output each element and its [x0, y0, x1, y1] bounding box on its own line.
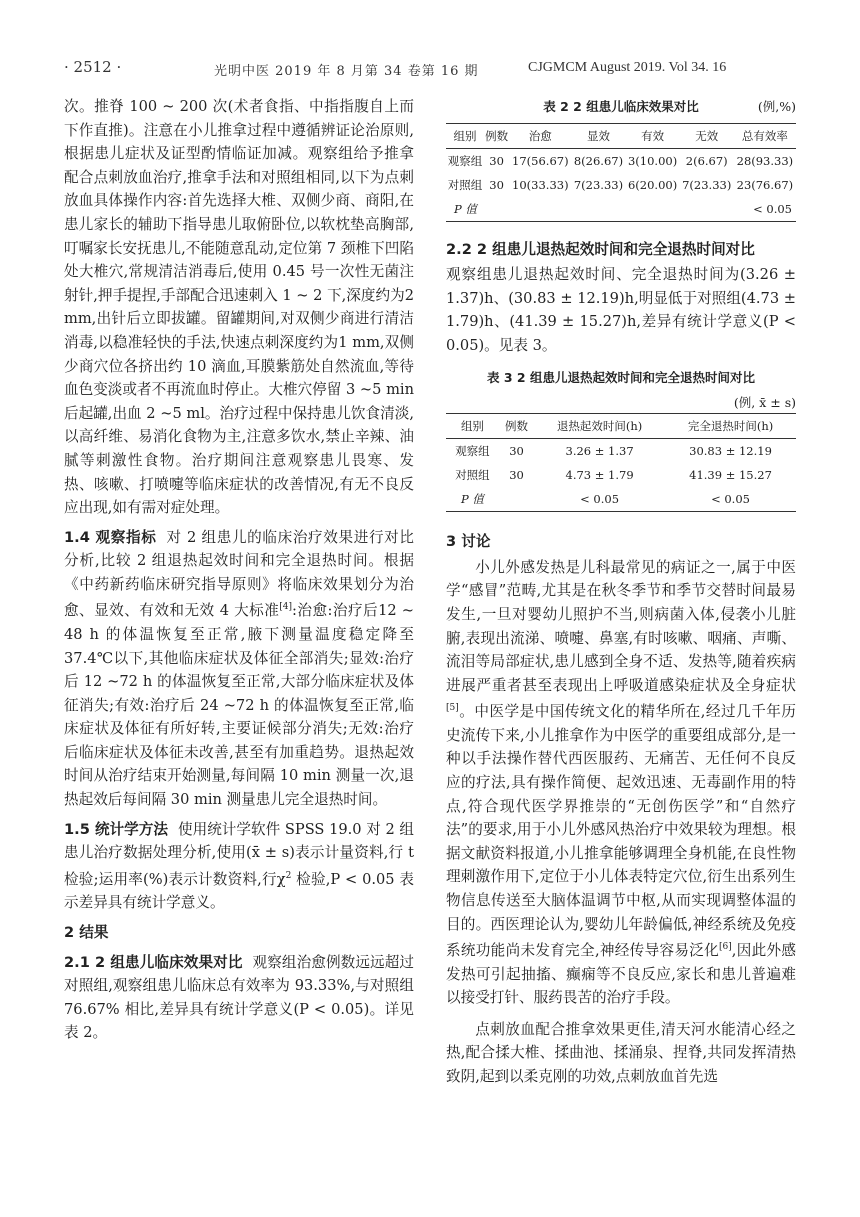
- section-1-4-text-a: 对 2 组患儿的临床治疗效果进行对比分析,比较 2 组退热起效时间和完全退热时间。根据《中药新药临床研究指导原则》将临床效果划分为治愈、显效、有效和无效 4 大标准: [64, 528, 414, 620]
- table-cell: P 值: [446, 197, 484, 222]
- table-header-cell: 无效: [680, 123, 734, 148]
- section-1-5-text-a: 使用统计学软件 SPSS 19.0 对 2 组患儿治疗数据处理分析,使用(x̄ ± s)表示计量资料,行 t 检验;运用率(%)表示计数资料,行χ: [64, 820, 415, 888]
- table-cell: 2(6.67): [685, 153, 728, 168]
- section-1-5-text-b: 检验,P < 0.05 表示差异具有统计学意义。: [64, 870, 414, 912]
- section-2-2-text: 观察组患儿退热起效时间、完全退热时间为(3.26 ± 1.37)h、(30.83 ± 12.19)h,明显低于对照组(4.73 ± 1.79)h、(41.39 ± 15.27)h,差异有统计学意义(P < 0.05)。见表 3。: [446, 266, 796, 354]
- table-3-caption: [446, 366, 796, 390]
- chi-square-superscript: 2: [285, 870, 292, 881]
- table-3-title: 表 3 2 组患儿退热起效时间和完全退热时间对比: [487, 369, 755, 385]
- table-cell: 30: [509, 444, 524, 459]
- table-cell: 对照组: [447, 177, 483, 192]
- table-2-title: 表 2 2 组患儿临床效果对比: [543, 99, 699, 114]
- running-header: [64, 58, 796, 82]
- table-cell: 7(23.33): [682, 177, 732, 192]
- table-2-caption: [446, 95, 796, 119]
- table-cell: P 值: [446, 487, 499, 512]
- table-header-cell: 退热起效时间(h): [534, 414, 665, 439]
- table-cell: 观察组: [447, 153, 483, 168]
- table-row: [446, 439, 796, 464]
- table-header-cell: 例数: [484, 123, 509, 148]
- table-cell: 30: [489, 153, 504, 168]
- section-2-1-text: 观察组治愈例数远远超过对照组,观察组患儿临床总有效率为 93.33%,与对照组 76.67% 相比,差异具有统计学意义(P < 0.05)。详见表 2。: [64, 953, 414, 1042]
- table-header-cell: 有效: [626, 123, 680, 148]
- table-2: [446, 123, 796, 222]
- table-cell: 30: [509, 468, 524, 483]
- section-1-4-heading: 1.4 观察指标: [64, 528, 157, 546]
- section-3-heading: 3 讨论: [446, 533, 491, 551]
- table-row: [446, 463, 796, 487]
- table-cell: < 0.05: [680, 197, 796, 222]
- table-row-p-value: [446, 487, 796, 512]
- table-cell: 7(23.33): [573, 177, 624, 192]
- table-cell: 10(33.33): [512, 177, 569, 192]
- table-cell: < 0.05: [534, 487, 665, 512]
- table-header-cell: 总有效率: [734, 123, 796, 148]
- table-2-unit: (例,%): [757, 99, 796, 114]
- discussion-text-b: 。中医学是中国传统文化的精华所在,经过几千年历史流传下来,小儿推拿作为中医学的重要组成部分,是一种以手法操作替代西医服药、无痛苦、无任何不良反应的疗法,具有操作简便、起效迅速、无毒副作用的特点,符合现代医学界推崇的“无创伤医学”和“自然疗法”的要求,用于小儿外感风热治疗中效果较为理想。根据文献资料报道,小儿推拿能够调理全身机能,在良性物理刺激作用下,定位于小儿体表特定穴位,衍生出系列生物信息传送至大脑体温调节中枢,从而实现调整体温的目的。西医理论认为,婴幼儿年龄偏低,神经系统及免疫系统功能尚未发育完全,神经传导容易泛化: [446, 703, 796, 959]
- table-cell: 6(20.00): [627, 177, 678, 192]
- table-cell: 30.83 ± 12.19: [689, 444, 772, 459]
- table-cell: 23(76.67): [736, 177, 794, 192]
- table-header-cell: 完全退热时间(h): [665, 414, 796, 439]
- table-row-p-value: [446, 197, 796, 222]
- section-1-4-text-b: :治愈:治疗后12 ~ 48 h 的体温恢复至正常,腋下测量温度稳定降至 37.4℃以下,其他临床症状及体征全部消失;显效:治疗后 12 ~72 h 的体温恢复至正常,大部分临床症状及体征消失;有效:治疗后 24 ~72 h 的体温恢复至正常,临床症状及体征有所好转,主要证候部分消失;无效:治疗后临床症状及体征未改善,甚至有加重趋势。退热起效时间从治疗结束开始测量,每间隔 10 min 测量一次,退热起效后每间隔 30 min 测量患儿完全退热时间。: [64, 602, 414, 809]
- discussion-text-a: 小儿外感发热是儿科最常见的病证之一,属于中医学“感冒”范畴,尤其是在秋冬季节和季节交替时间最易发生,一旦对婴幼儿照护不当,则病菌入体,侵袭小儿脏腑,表现出流涕、喷嚏、鼻塞,有时咳嗽、咽痛、声嘶、流泪等局部症状,患儿感到全身不适、发热等,随着疾病进展严重者甚至表现出上呼吸道感染症状及全身症状: [446, 558, 796, 694]
- table-cell: 4.73 ± 1.79: [565, 468, 634, 483]
- table-cell: 30: [489, 177, 504, 192]
- table-cell: 观察组: [455, 444, 490, 459]
- table-header-cell: 显效: [571, 123, 625, 148]
- section-1-4: [64, 526, 414, 812]
- table-cell: 3.26 ± 1.37: [565, 444, 634, 459]
- page-number: · 2512 ·: [64, 58, 122, 76]
- table-cell: 28(93.33): [736, 153, 794, 168]
- table-header-cell: 例数: [499, 414, 534, 439]
- table-row: [446, 148, 796, 173]
- discussion-paragraph-2: 点刺放血配合推拿效果更佳,清天河水能清心经之热,配合揉大椎、揉曲池、揉涌泉、捏脊,共同发挥清热致阴,起到以柔克刚的功效,点刺放血首先选: [446, 1020, 796, 1085]
- table-cell: 3(10.00): [627, 153, 678, 168]
- section-2-1: [64, 951, 414, 1045]
- section-2-1-heading: 2.1 2 组患儿临床效果对比: [64, 953, 243, 971]
- citation-6: [6]: [719, 942, 732, 953]
- section-1-5-heading: 1.5 统计学方法: [64, 820, 168, 838]
- citation-5: [5]: [446, 703, 459, 714]
- journal-title-cn: 光明中医 2019 年 8 月第 34 卷第 16 期: [214, 64, 479, 79]
- section-2-2-heading: 2.2 2 组患儿退热起效时间和完全退热时间对比: [446, 240, 755, 258]
- right-column: [446, 95, 796, 1089]
- table-cell: < 0.05: [665, 487, 796, 512]
- citation-4: [4]: [279, 602, 293, 613]
- table-cell: 8(26.67): [573, 153, 624, 168]
- table-cell: 41.39 ± 15.27: [689, 468, 772, 483]
- discussion-text-c: ,因此外感发热可引起抽搐、癫痫等不良反应,家长和患儿普遍难以接受打针、服药畏苦的治疗手段。: [446, 941, 797, 1007]
- table-row: [446, 173, 796, 197]
- left-column: [64, 95, 414, 1047]
- table-header-cell: 组别: [446, 123, 484, 148]
- journal-title-en: CJGMCM August 2019. Vol 34. 16: [528, 60, 727, 75]
- section-2-heading: 2 结果: [64, 923, 109, 941]
- table-3-unit: (例, x̄ ± s): [733, 395, 796, 411]
- paragraph-methods-continued: 次。推脊 100 ~ 200 次(术者食指、中指指腹自上而下作直推)。注意在小儿推拿过程中遵循辨证论治原则,根据患儿症状及证型酌情临证加减。观察组给予推拿配合点刺放血治疗,推拿手法和对照组相同,以下为点刺放血具体操作内容:首先选择大椎、双侧少商、商阳,在患儿家长的辅助下指导患儿取俯卧位,以软枕垫高胸部,叮嘱家长安抚患儿,不能随意乱动,定位第 7 颈椎下凹陷处大椎穴,常规清洁消毒后,使用 0.45 号一次性无菌注射针,押手提捏,手部配合迅速刺入 1 ~ 2 下,深度约为2 mm,出针后立即拔罐。留罐期间,对双侧少商进行清洁消毒,以稳准轻快的手法,快速点刺深度约为1 mm,双侧少商穴位各挤出约 10 滴血,耳膜紫筋处自然流血,等待血色变淡或者不再流血时停止。大椎穴停留 3 ~5 min 后起罐,出血 2 ~5 ml。治疗过程中保持患儿饮食清淡,以高纤维、易消化食物为主,注意多饮水,禁止辛辣、油腻等刺激性食物。治疗期间注意观察患儿畏寒、发热、咳嗽、打喷嚏等临床症状的改善情况,有无不良反应出现,如有需对症处理。: [64, 98, 414, 517]
- table-cell: 对照组: [455, 468, 490, 483]
- discussion-paragraph-1: [446, 556, 796, 1010]
- table-3: [446, 413, 796, 512]
- table-header-cell: 治愈: [509, 123, 571, 148]
- table-cell: 17(56.67): [512, 153, 569, 168]
- table-header-cell: 组别: [446, 414, 499, 439]
- section-1-5: [64, 818, 414, 915]
